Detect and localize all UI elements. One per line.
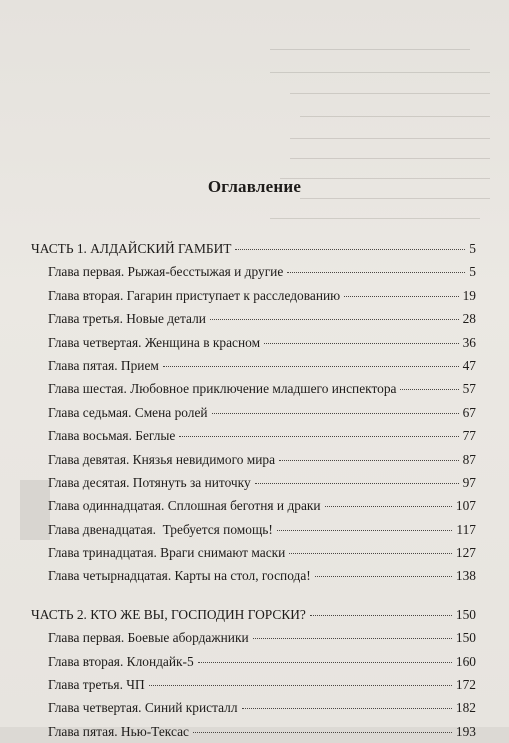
chapter-label: Глава вторая. Гагарин приступает к расследованию <box>48 287 341 303</box>
page-number: 47 <box>462 357 476 373</box>
table-of-contents <box>31 237 476 743</box>
page-number: 5 <box>469 264 476 280</box>
chapter-label: Глава пятая. Прием <box>48 357 159 373</box>
page-number: 57 <box>462 381 476 397</box>
leader-dots <box>212 413 459 414</box>
chapter-row[interactable] <box>31 626 476 649</box>
leader-dots <box>210 319 459 320</box>
chapter-label: Глава первая. Рыжая-бесстыжая и другие <box>48 264 284 280</box>
chapter-label: Глава четвертая. Женщина в красном <box>48 334 261 350</box>
toc-part-1 <box>31 237 476 588</box>
chapter-label: Глава четырнадцатая. Карты на стол, господа! <box>48 568 311 584</box>
chapter-label: Глава восьмая. Беглые <box>48 428 176 444</box>
chapter-label: Глава третья. ЧП <box>48 677 145 693</box>
chapter-label: Глава девятая. Князья невидимого мира <box>48 451 276 467</box>
chapter-row[interactable] <box>31 284 476 307</box>
chapter-row[interactable] <box>31 720 476 743</box>
page-number: 87 <box>462 451 476 467</box>
chapter-label: Глава одиннадцатая. Сплошная беготня и драки <box>48 498 321 514</box>
chapter-label: Глава вторая. Клондайк-5 <box>48 653 194 669</box>
chapter-row[interactable] <box>31 448 476 471</box>
part-heading-row[interactable] <box>31 237 476 260</box>
page-number: 117 <box>456 521 476 537</box>
page-number: 150 <box>455 630 476 646</box>
page-number: 77 <box>462 428 476 444</box>
leader-dots <box>325 506 452 507</box>
chapter-row[interactable] <box>31 331 476 354</box>
page-number: 160 <box>455 653 476 669</box>
leader-dots <box>264 343 459 344</box>
part-heading-row[interactable] <box>31 603 476 626</box>
chapter-label: Глава четвертая. Синий кристалл <box>48 700 238 716</box>
page-number: 97 <box>462 474 476 490</box>
leader-dots <box>235 249 465 250</box>
chapter-label: Глава третья. Новые детали <box>48 311 206 327</box>
leader-dots <box>287 272 465 273</box>
chapter-row[interactable] <box>31 673 476 696</box>
leader-dots <box>277 530 453 531</box>
leader-dots <box>149 685 452 686</box>
chapter-row[interactable] <box>31 518 476 541</box>
page-number: 36 <box>462 334 476 350</box>
leader-dots <box>179 436 458 437</box>
page-number: 28 <box>462 311 476 327</box>
page-number: 138 <box>455 568 476 584</box>
chapter-row[interactable] <box>31 564 476 587</box>
leader-dots <box>289 553 452 554</box>
page-number: 127 <box>455 545 476 561</box>
leader-dots <box>253 638 452 639</box>
page-number: 5 <box>469 241 476 256</box>
chapter-row[interactable] <box>31 377 476 400</box>
page-number: 67 <box>462 404 476 420</box>
chapter-row[interactable] <box>31 541 476 564</box>
leader-dots <box>279 460 459 461</box>
chapter-row[interactable] <box>31 696 476 719</box>
toc-part-2 <box>31 603 476 743</box>
chapter-label: Глава первая. Боевые абордажники <box>48 630 249 646</box>
chapter-row[interactable] <box>31 650 476 673</box>
chapter-label: Глава пятая. Нью-Тексас <box>48 723 189 739</box>
chapter-row[interactable] <box>31 354 476 377</box>
chapter-label: Глава тринадцатая. Враги снимают маски <box>48 545 286 561</box>
chapter-row[interactable] <box>31 494 476 517</box>
chapter-label: Глава десятая. Потянуть за ниточку <box>48 474 251 490</box>
page-number: 107 <box>455 498 476 514</box>
part-heading-label: ЧАСТЬ 1. АЛДАЙСКИЙ ГАМБИТ <box>31 241 232 256</box>
chapter-row[interactable] <box>31 471 476 494</box>
page-number: 182 <box>455 700 476 716</box>
page-number: 193 <box>455 723 476 739</box>
page-number: 150 <box>455 606 476 622</box>
leader-dots <box>163 366 459 367</box>
chapter-row[interactable] <box>31 260 476 283</box>
leader-dots <box>310 615 452 616</box>
chapter-label: Глава двенадцатая. Требуется помощь! <box>48 521 273 537</box>
leader-dots <box>315 576 452 577</box>
chapter-row[interactable] <box>31 307 476 330</box>
toc-title: Оглавление <box>207 177 302 196</box>
page-number: 19 <box>462 287 476 303</box>
chapter-row[interactable] <box>31 424 476 447</box>
page-number: 172 <box>455 677 476 693</box>
leader-dots <box>400 389 458 390</box>
leader-dots <box>344 296 458 297</box>
part-heading-label: ЧАСТЬ 2. КТО ЖЕ ВЫ, ГОСПОДИН ГОРСКИ? <box>31 606 306 622</box>
chapter-row[interactable] <box>31 401 476 424</box>
leader-dots <box>198 662 452 663</box>
leader-dots <box>255 483 459 484</box>
leader-dots <box>193 732 452 733</box>
chapter-label: Глава шестая. Любовное приключение младшего инспектора <box>48 381 397 397</box>
leader-dots <box>242 708 452 709</box>
chapter-label: Глава седьмая. Смена ролей <box>48 404 208 420</box>
